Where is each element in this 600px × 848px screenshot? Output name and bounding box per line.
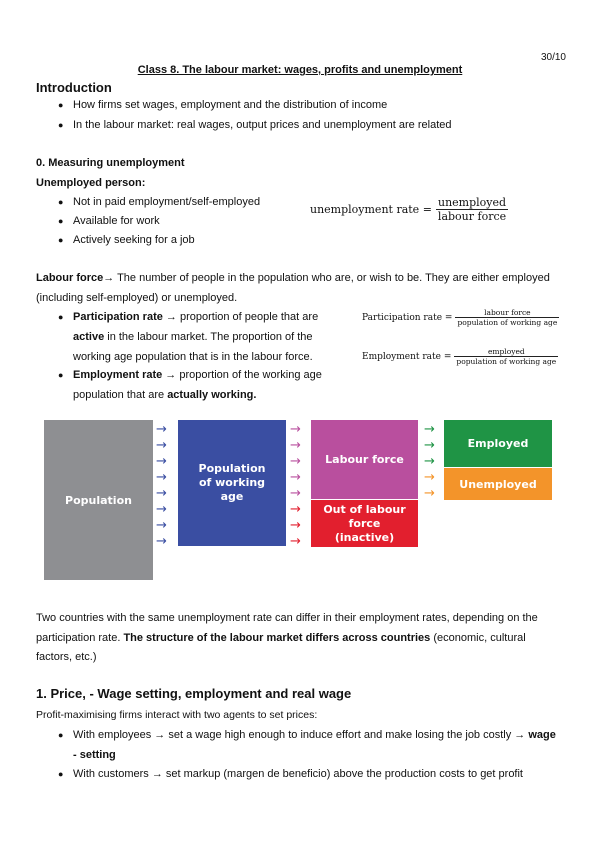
comparison-text: (economic, cultural bbox=[430, 632, 526, 644]
arrow-icon: → bbox=[156, 534, 167, 549]
formula-denominator: population of working age bbox=[456, 357, 557, 366]
section1-bullet-1-line-2 bbox=[73, 745, 573, 765]
participation-text: → proportion of people that are bbox=[162, 311, 319, 323]
out-of-labour-label: Out of labour force (inactive) bbox=[323, 502, 406, 544]
arrow-icon: → bbox=[424, 438, 435, 453]
employed-box bbox=[444, 420, 552, 467]
arrow-icon: → bbox=[424, 470, 435, 485]
arrow-icon: → bbox=[156, 422, 167, 437]
formula-numerator: labour force bbox=[484, 308, 531, 317]
formula-lhs: unemployment rate = bbox=[310, 203, 432, 216]
arrow-icon: → bbox=[290, 518, 301, 533]
arrow-icon: → bbox=[156, 486, 167, 501]
bullet-dot: ● bbox=[58, 769, 64, 779]
page-title: Class 8. The labour market: wages, profits and unemployment bbox=[137, 64, 463, 76]
page-number: 30/10 bbox=[540, 52, 566, 63]
formula-denominator: population of working age bbox=[457, 318, 558, 327]
participation-term: Participation rate bbox=[73, 311, 163, 323]
arrow-icon: → bbox=[290, 438, 301, 453]
arrow-icon: → bbox=[424, 486, 435, 501]
section1-heading: 1. Price, - Wage setting, employment and real wage bbox=[36, 686, 352, 701]
arrow-icon: → bbox=[290, 502, 301, 517]
employment-text: population that are bbox=[73, 389, 168, 401]
participation-line-3: working age population that is in the labour force. bbox=[73, 351, 313, 363]
comparison-text: participation rate. bbox=[36, 632, 124, 644]
formula-numerator: unemployed bbox=[437, 196, 507, 209]
population-label: Population bbox=[65, 493, 132, 507]
participation-text: in the labour market. The proportion of the bbox=[104, 331, 313, 343]
bullet-dot: ● bbox=[58, 730, 64, 740]
comparison-line-3: factors, etc.) bbox=[36, 651, 97, 663]
comparison-bold: The structure of the labour market differs across countries bbox=[123, 632, 431, 644]
arrow-icon: → bbox=[290, 422, 301, 437]
unemployed-bullet-text: Available for work bbox=[73, 215, 160, 227]
formula-lhs: Participation rate = bbox=[362, 312, 453, 323]
working-age-label: Population of working age bbox=[198, 462, 266, 503]
arrow-icon: → bbox=[156, 470, 167, 485]
comparison-line-1: Two countries with the same unemployment rate can differ in their employment rates, depending on the bbox=[36, 612, 538, 624]
section1-bullet-2 bbox=[58, 764, 573, 784]
intro-bullet-text: How firms set wages, employment and the distribution of income bbox=[73, 99, 388, 111]
arrow-icon: → bbox=[156, 502, 167, 517]
unemployed-bullet-text: Actively seeking for a job bbox=[73, 234, 195, 246]
labour-force-line-2: (including self-employed) or unemployed. bbox=[36, 292, 238, 304]
bullet-dot: ● bbox=[58, 120, 64, 130]
labour-force-text: → The number of people in the population who are, or wish to be. They are either employed bbox=[103, 272, 550, 284]
arrow-icon: → bbox=[156, 518, 167, 533]
section1-bullet-1 bbox=[58, 725, 573, 765]
intro-heading: Introduction bbox=[36, 80, 112, 95]
working-age-box bbox=[178, 420, 286, 546]
unemployed-person-heading: Unemployed person: bbox=[36, 177, 146, 189]
bullet-dot: ● bbox=[58, 312, 64, 322]
labour-force-term: Labour force bbox=[36, 272, 104, 284]
arrow-icon: → bbox=[290, 470, 301, 485]
comparison-line-2 bbox=[36, 628, 576, 648]
bullet-dot: ● bbox=[58, 370, 64, 380]
section1-bullet-1-line-1 bbox=[73, 725, 573, 745]
employed-label: Employed bbox=[467, 437, 529, 450]
bullet-dot: ● bbox=[58, 197, 64, 207]
arrow-icon: → bbox=[290, 534, 301, 549]
employment-actually-working: actually working. bbox=[167, 389, 257, 401]
arrow-icon: → bbox=[424, 422, 435, 437]
population-box bbox=[44, 420, 153, 580]
bullet-dot: ● bbox=[58, 100, 64, 110]
section1-bullet-text: With customers → set markup (margen de beneficio) above the production costs to get profit bbox=[73, 768, 523, 780]
formula-lhs: Employment rate = bbox=[362, 351, 452, 362]
wage-setting-bold: - setting bbox=[73, 749, 116, 761]
labour-force-box bbox=[311, 420, 418, 499]
formula-denominator: labour force bbox=[437, 210, 507, 223]
section1-intro: Profit-maximising firms interact with two agents to set prices: bbox=[36, 709, 318, 721]
wage-setting-bold: wage bbox=[528, 729, 556, 741]
labour-force-label: Labour force bbox=[325, 453, 404, 466]
unemployed-box bbox=[444, 468, 552, 500]
out-of-labour-box bbox=[311, 500, 418, 547]
bullet-dot: ● bbox=[58, 216, 64, 226]
section1-bullet-text: With employees → set a wage high enough to induce effort and make losing the job costly → bbox=[73, 729, 529, 741]
arrow-icon: → bbox=[290, 454, 301, 469]
intro-bullet-text: In the labour market: real wages, output prices and unemployment are related bbox=[73, 119, 452, 131]
employment-text: → proportion of the working age bbox=[162, 369, 322, 381]
measuring-heading: 0. Measuring unemployment bbox=[36, 157, 185, 169]
employment-term: Employment rate bbox=[73, 369, 163, 381]
arrow-icon: → bbox=[290, 486, 301, 501]
unemployed-bullet-text: Not in paid employment/self-employed bbox=[73, 196, 261, 208]
unemployed-label: Unemployed bbox=[459, 477, 537, 491]
participation-active: active bbox=[73, 331, 105, 343]
arrow-icon: → bbox=[156, 438, 167, 453]
bullet-dot: ● bbox=[58, 235, 64, 245]
formula-numerator: employed bbox=[487, 347, 525, 356]
arrow-icon: → bbox=[156, 454, 167, 469]
arrow-icon: → bbox=[424, 454, 435, 469]
